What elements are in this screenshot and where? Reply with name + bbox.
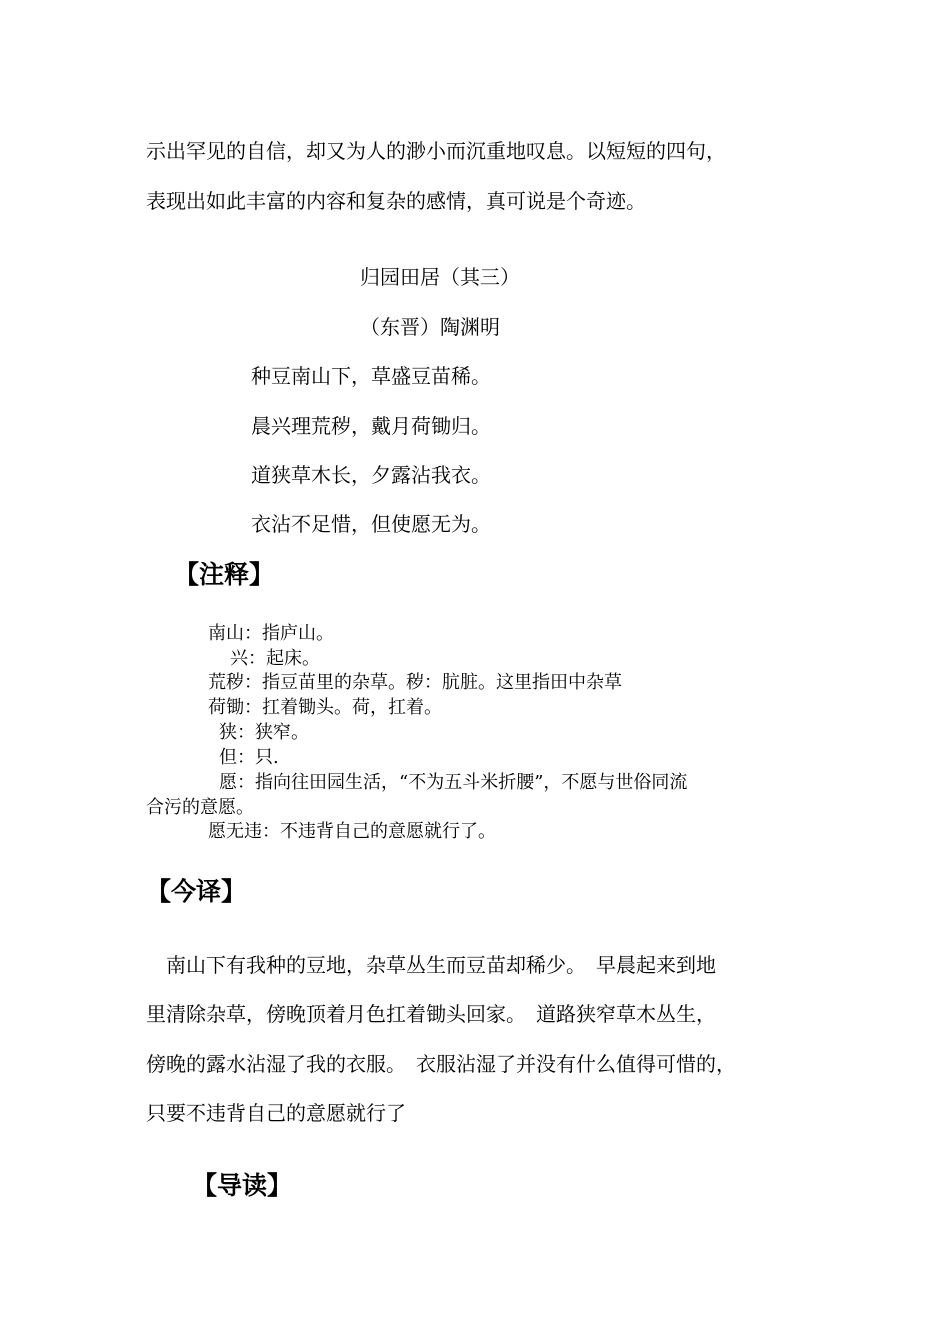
translation-line: 只要不违背自己的意愿就行了 [146,1101,406,1125]
poem-line: 衣沾不足惜，但使愿无为。 [251,512,491,536]
note-item: 狭：狭窄。 [219,722,309,743]
intro-line: 表现出如此丰富的内容和复杂的感情，真可说是个奇迹。 [146,189,646,213]
translation-line: 里清除杂草，傍晚顶着月色扛着锄头回家。 道路狭窄草木丛生， [146,1002,716,1026]
translation-line: 傍晚的露水沾湿了我的衣服。 衣服沾湿了并没有什么值得可惜的， [146,1052,736,1076]
note-item: 愿无违：不违背自己的意愿就行了。 [208,821,496,842]
note-item: 荒秽：指豆苗里的杂草。秽：肮脏。这里指田中杂草 [208,672,622,693]
poem-line: 晨兴理荒秽，戴月荷锄归。 [251,414,491,438]
note-item: 荷锄：扛着锄头。荷，扛着。 [208,697,442,718]
note-item: 兴：起床。 [230,648,320,669]
note-item: 愿：指向往田园生活，“不为五斗米折腰”，不愿与世俗同流 [219,772,688,793]
note-item: 合污的意愿。 [146,797,254,818]
notes-heading: 【注释】 [174,560,275,589]
poem-line: 种豆南山下，草盛豆苗稀。 [251,364,491,388]
poem-author: （东晋）陶渊明 [360,315,500,339]
poem-line: 道狭草木长，夕露沾我衣。 [251,463,491,487]
poem-title: 归园田居（其三） [360,265,520,289]
guide-heading: 【导读】 [192,1171,293,1200]
note-item: 南山：指庐山。 [208,623,334,644]
note-item: 但：只. [219,747,279,768]
translation-line: 南山下有我种的豆地，杂草丛生而豆苗却稀少。 早晨起来到地 [166,953,716,977]
intro-line: 示出罕见的自信，却又为人的渺小而沉重地叹息。以短短的四句， [146,139,726,163]
translation-heading: 【今译】 [146,877,247,906]
